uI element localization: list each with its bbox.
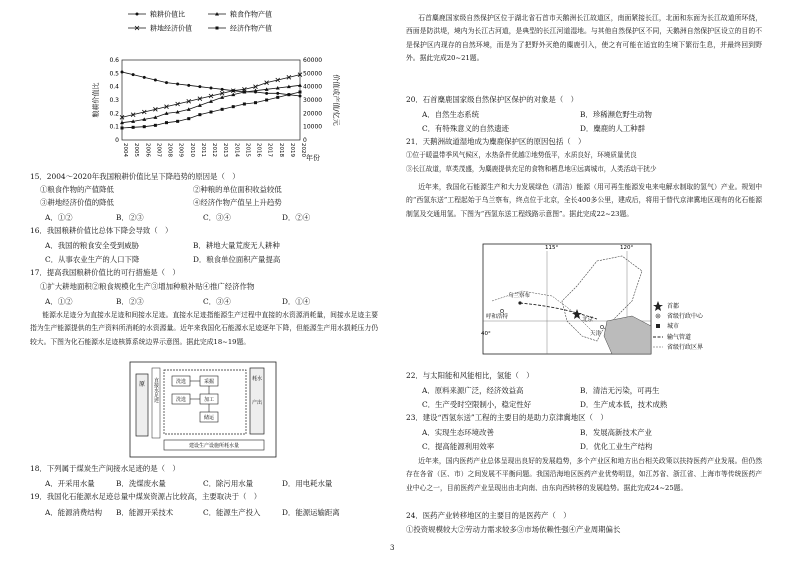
diagram-box-2: 采掘 — [203, 379, 215, 385]
legend-capital: 首都 — [667, 303, 680, 310]
water-footprint-diagram — [128, 360, 278, 460]
chart-data-point — [187, 84, 190, 87]
q18-option-c[interactable]: C．除污用水量 — [203, 479, 253, 488]
q16-option-d[interactable]: D．粮食单位面积产量提高 — [193, 255, 281, 264]
q16-option-b[interactable]: B．耕地大量荒废无人耕种 — [193, 241, 280, 250]
chart-data-point — [298, 83, 302, 87]
chart-data-point — [210, 87, 213, 90]
question-16: 16．我国粮耕价值比总体下降会导致（ ） — [30, 226, 173, 235]
chart-yleft-tick: 0.3 — [109, 97, 119, 104]
q19-option-a[interactable]: A．能源消费结构 — [45, 508, 103, 517]
q23-option-c[interactable]: C．提高能源利用效率 — [422, 442, 495, 451]
question-23: 23．建设“西氢东送”工程的主要目的是助力京津冀地区（ ） — [406, 413, 608, 422]
q20-option-a[interactable]: A．自然生态系统 — [422, 110, 480, 119]
passage-22-23: 近年来，我国化石能源生产和大力发展绿色（清洁）能源（用可再生能源发电来电解水制取的氢气）产业。规划中的“西氢东送”工程起始于乌兰察布，终点位于北京，全长400多公里，建成后，将用于替代京津冀地区现有的化石能源制氢及交通用氢。下图为“西氢东送工程线路示意图”。据此完成22~23题。 — [406, 183, 762, 218]
diagram-label-right-top: 耗水 — [251, 376, 263, 382]
chart-x-tick: 2016 — [255, 143, 262, 157]
map-city-beijing: 北京 — [582, 317, 594, 323]
q19-option-c[interactable]: C．能源生产投入 — [203, 508, 261, 517]
question-21: 21．天鹅洲故道湿地成为麋鹿保护区的原因包括（ ） — [406, 137, 586, 146]
chart-yright-tick: 30000 — [303, 97, 323, 104]
passage-20-21: 石首麋鹿国家级自然保护区位于湖北省石首市天鹅洲长江故道区，南面紧接长江，北面和东面为长江故道所环绕，西面是防洪堤，境内为长江古河道，是典型的长江河道湿地。与其他自然保护区不同，天鹅洲自然保护区设立的目的不是保护区内现存的自然环境，而是为了把野外灭绝的麋鹿引入，使之有可能在适宜的生境下繁衍生息，并最终回到野外。据此完成20~21题。 — [406, 14, 762, 62]
question-22: 22．与太阳能和风能相比，氢能（ ） — [406, 371, 534, 380]
diagram-box-5: 储运 — [203, 415, 215, 421]
chart-legend-label: 粮耕价值比 — [150, 10, 185, 19]
passage-24-25: 近年来，国内医药产业总体呈现出良好的发展趋势，多个产业区和地方出台相关政策以扶持医药产业发展。但仍然存在各省（区、市）之间发展不平衡问题。我国沿海地区医药产业优势明显，如江苏省、浙江省、上海市等传统医药产业中心之一，目前医药产业呈现出由北向南、由东向西转移的发展趋势。据此完成24~25题。 — [406, 457, 762, 492]
chart-x-tick: 2013 — [222, 143, 229, 157]
q15-option-a[interactable]: A．①② — [45, 213, 73, 222]
q17-option-c[interactable]: C．③④ — [203, 297, 231, 306]
chart-data-point — [299, 91, 302, 94]
chart-ylabel-left: 粮耕价值比 — [92, 82, 100, 118]
chart-x-tick: 2004 — [122, 143, 128, 157]
west-east-hydrogen-map — [482, 241, 762, 356]
q21-items-line1: ①位于暖温带季风气候区，水热条件优越②地势低平，水质良好，环境质量优良 — [406, 151, 637, 159]
chart-yleft-tick: 0.6 — [109, 57, 119, 64]
chart-x-tick: 2007 — [155, 143, 162, 157]
chart-data-point — [232, 105, 235, 108]
chart-ylabel-right: 价值或产值/亿元 — [332, 74, 340, 126]
q17-option-a[interactable]: A．①② — [45, 297, 73, 306]
map-city-ulanqab: 乌兰察布 — [508, 293, 531, 299]
chart-data-point — [276, 92, 279, 95]
chart-data-point — [154, 79, 157, 82]
q22-option-c[interactable]: C．生产受时空限制小，稳定性好 — [422, 400, 532, 409]
chart-yleft-tick: 0 — [115, 137, 119, 144]
question-19: 19．我国化石能源水足迹总量中煤炭资源占比较高，主要取决于（ ） — [30, 492, 262, 501]
q17-option-b[interactable]: B．②③ — [116, 297, 144, 306]
q15-option-b[interactable]: B．②③ — [116, 213, 144, 222]
q18-option-b[interactable]: B．洗煤废水量 — [116, 479, 166, 488]
chart-data-point — [221, 88, 224, 91]
chart-series-line — [122, 72, 300, 96]
q19-option-d[interactable]: D．能源运输距离 — [282, 508, 340, 517]
chart-data-point — [176, 120, 179, 123]
legend-provincial-boundary: 省级行政区界 — [667, 344, 704, 351]
chart-data-point — [121, 71, 124, 74]
map-lon-115: 115° — [545, 245, 559, 251]
chart-legend-marker — [216, 27, 219, 30]
question-20: 20．石首麋鹿国家级自然保护区保护的对象是（ ） — [406, 95, 579, 104]
chart-x-tick: 2014 — [233, 143, 240, 157]
chart-data-point — [198, 85, 201, 88]
chart-yleft-tick: 0.2 — [109, 110, 119, 118]
chart-data-point — [254, 101, 257, 104]
map-lon-120: 120° — [620, 245, 634, 251]
chart-data-point — [221, 108, 224, 111]
chart-data-point — [299, 95, 302, 98]
q22-option-d[interactable]: D．生产成本低，技术成熟 — [580, 400, 668, 409]
question-18: 18．下列属于煤炭生产间接水足迹的是（ ） — [30, 464, 180, 473]
q16-option-c[interactable]: C．从事农业生产的人口下降 — [45, 255, 140, 264]
chart-yleft-tick: 0.4 — [109, 83, 119, 91]
diagram-box-1: 洗选 — [175, 379, 187, 385]
q23-option-b[interactable]: B．发展高新技术产业 — [580, 428, 652, 437]
chart-yright-tick: 20000 — [303, 110, 323, 118]
legend-provincial-center: 省级行政中心 — [667, 313, 704, 320]
chart-data-point — [210, 111, 213, 114]
legend-pipeline: 输气管道 — [667, 334, 692, 341]
q20-option-b[interactable]: B．珍稀濒危野生动物 — [580, 110, 652, 119]
chart-data-point — [187, 117, 190, 120]
q21-items-line2: ③长江故道，草类茂盛，为麋鹿提供充足的食物和栖息地④远离城市，人类活动干扰少 — [406, 165, 657, 173]
chart-x-tick: 2015 — [244, 143, 251, 157]
chart-yright-tick: 40000 — [303, 83, 323, 91]
chart-x-tick: 2005 — [133, 143, 140, 157]
chart-data-point — [132, 126, 135, 129]
diagram-label-right-mid: 产出 — [251, 400, 263, 406]
chart-data-point — [143, 76, 146, 79]
chart-yleft-tick: 0.1 — [109, 123, 119, 131]
chart-yleft-tick: 0.5 — [109, 70, 119, 78]
q24-items: ①投资规模较大②劳动力需求较多③市场依赖性强④产业周期偏长 — [406, 525, 621, 534]
q15-option-c[interactable]: C．③④ — [203, 213, 231, 222]
chart-data-point — [265, 99, 268, 102]
q20-option-d[interactable]: D．麋鹿的人工种群 — [580, 124, 646, 133]
q17-option-d[interactable]: D．①④ — [282, 297, 311, 306]
map-lat-40: 40° — [481, 331, 491, 337]
chart-data-point — [287, 93, 290, 96]
chart-yright-tick: 10000 — [303, 123, 323, 131]
q18-option-a[interactable]: A．开采用水量 — [45, 479, 95, 488]
chart-svg — [0, 0, 380, 180]
chart-data-point — [176, 83, 179, 86]
chart-data-point — [243, 103, 246, 106]
map-city-hohhot: 呼和浩特 — [486, 314, 509, 320]
chart-data-point — [165, 121, 168, 124]
chart-legend-label: 经济作物产值 — [230, 24, 272, 33]
q15-item-3: ③耕地经济价值的降低 — [40, 198, 114, 207]
chart-legend-label: 粮食作物产值 — [230, 10, 272, 19]
chart-x-tick: 2009 — [177, 143, 184, 157]
chart-data-point — [198, 113, 201, 116]
q23-option-d[interactable]: D．优化工业生产结构 — [580, 442, 653, 451]
chart-series-line — [122, 85, 300, 122]
chart-x-tick: 2020 — [300, 143, 306, 157]
q22-option-b[interactable]: B．清洁无污染，可再生 — [580, 386, 660, 395]
question-24: 24．医药产业转移地区的主要目的是医药产（ ） — [406, 511, 571, 520]
q16-option-a[interactable]: A．我国的粮食安全受到威胁 — [45, 241, 140, 250]
passage-18-19: 能源水足迹分为直接水足迹和间接水足迹。直接水足迹指能源生产过程中直接的水资源消耗量，间接水足迹主要指为生产能源提供的生产资料所消耗的水资源量。近年来我国化石能源水足迹逐年下降，但能源生产用水损耗压力仍较大。下图为化石能源水足迹核算系统边界示意图。据此完成18~19题。 — [30, 311, 378, 346]
question-17: 17．提高我国粮耕价值比的可行措施是（ ） — [30, 268, 180, 277]
chart-data-point — [121, 127, 124, 130]
chart-yright-tick: 0 — [303, 137, 307, 144]
diagram-label-yuan: 原 — [138, 381, 146, 388]
chart-series-line — [122, 92, 300, 128]
question-15: 15．2004～2020年我国粮耕价值比呈下降趋势的原因是（ ） — [30, 172, 240, 181]
page-number: 3 — [390, 544, 395, 552]
q15-item-1: ①粮食作物的产值降低 — [40, 185, 114, 194]
q15-option-d[interactable]: D．②④ — [282, 213, 311, 222]
chart-yright-tick: 60000 — [303, 57, 323, 64]
chart-yright-tick: 50000 — [303, 70, 323, 78]
q15-item-4: ④经济作物产值呈上升趋势 — [193, 198, 282, 207]
chart-data-point — [265, 92, 268, 95]
diagram-label-direct: 直接水足迹 — [153, 377, 159, 403]
map-city-tianjin: 天津 — [590, 331, 602, 337]
chart-x-tick: 2008 — [166, 143, 173, 157]
chart-x-tick: 2018 — [277, 143, 284, 157]
diagram-bottom-box: 建设生产设施所耗水量 — [188, 443, 240, 449]
chart-x-tick: 2012 — [211, 143, 217, 157]
chart-data-point — [165, 81, 168, 84]
diagram-box-3: 洗选 — [175, 397, 187, 403]
chart-data-point — [132, 73, 135, 76]
chart-data-point — [143, 125, 146, 128]
legend-city: 城市 — [667, 323, 680, 330]
chart-xlabel: 年份 — [306, 154, 320, 162]
chart-x-tick: 2017 — [266, 143, 273, 157]
q15-item-2: ②种粮的单位面积收益较低 — [193, 185, 282, 194]
diagram-box-4: 加工 — [203, 397, 215, 403]
q17-items: ①扩大耕地面积②粮食规模化生产③增加种粮补贴④推广经济作物 — [40, 282, 255, 291]
chart-legend-marker — [136, 13, 139, 16]
chart-x-tick: 2011 — [199, 143, 206, 157]
q22-option-a[interactable]: A．原料来源广泛，经济效益高 — [422, 386, 524, 395]
chart-x-tick: 2006 — [144, 143, 151, 157]
chart-data-point — [154, 124, 157, 127]
chart-x-tick: 2010 — [188, 143, 195, 157]
chart-x-tick: 2019 — [288, 143, 295, 157]
q19-option-b[interactable]: B．能源开采技术 — [116, 508, 174, 517]
chart-legend-label: 耕地经济价值 — [150, 24, 192, 33]
q20-option-c[interactable]: C．有特殊意义的自然遗迹 — [422, 124, 509, 133]
chart-data-point — [276, 96, 279, 99]
q23-option-a[interactable]: A．实现生态环境改善 — [422, 428, 494, 437]
q18-option-d[interactable]: D．用电耗水量 — [282, 479, 333, 488]
